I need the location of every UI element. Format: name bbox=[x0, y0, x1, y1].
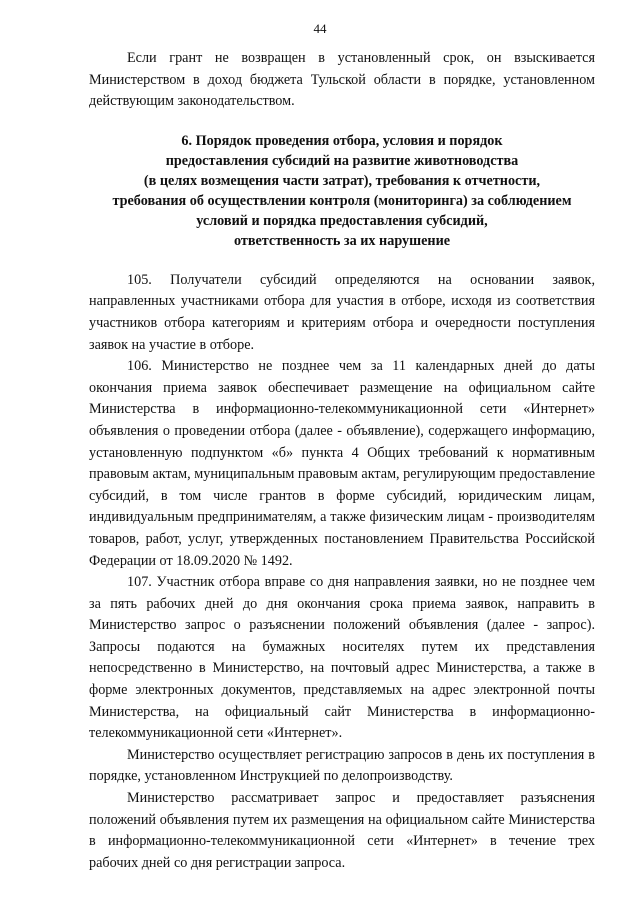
intro-paragraph: Если грант не возвращен в установленный срок, он взыскивается Министерством в доход бюджета Тульской области в порядке, установленном действующим законодательством. bbox=[89, 50, 595, 110]
paragraph-registration: Министерство осуществляет регистрацию запросов в день их поступления в порядке, установленном Инструкцией по делопроизводству. bbox=[89, 746, 595, 785]
section-heading-line: (в целях возмещения части затрат), требования к отчетности, bbox=[143, 172, 541, 189]
paragraph-107: 107. Участник отбора вправе со дня направления заявки, но не позднее чем за пять рабочих дней до дня окончания срока приема заявок, направить в Министерство запрос о разъяснении положений объявления (далее - запрос). Запросы подаются на бумажных носителях путем их представления непосредственно в Министерство, на почтовый адрес Министерства, а также в форме электронных документов, представляемых на адрес электронной почты Министерства, на официальный сайт Министерства в информационно-телекоммуникационной сети «Интернет». bbox=[89, 574, 595, 742]
section-heading-line: условий и порядка предоставления субсидий, bbox=[196, 212, 488, 229]
section-heading bbox=[89, 131, 595, 251]
section-heading-line: ответственность за их нарушение bbox=[233, 232, 451, 249]
document-body bbox=[89, 48, 595, 874]
page-number: 44 bbox=[313, 21, 327, 36]
section-heading-line: 6. Порядок проведения отбора, условия и порядок bbox=[181, 132, 503, 149]
paragraph-105: 105. Получатели субсидий определяются на основании заявок, направленных участниками отбора для участия в отборе, исходя из соответствия участников отбора категориям и критериям отбора и очередности поступления заявок на участие в отборе. bbox=[89, 271, 595, 353]
paragraph-106: 106. Министерство не позднее чем за 11 календарных дней до даты окончания приема заявок обеспечивает размещение на официальном сайте Министерства в информационно-телекоммуникационной сети «Интернет» объявления о проведении отбора (далее - объявление), содержащего информацию, установленную подпунктом «б» пункта 4 Общих требований к нормативным правовым актам, муниципальным правовым актам, регулирующим предоставление субсидий, в том числе грантов в форме субсидий, юридическим лицам, индивидуальным предпринимателям, а также физическим лицам - производителям товаров, работ, услуг, утвержденных постановлением Правительства Российской Федерации от 18.09.2020 № 1492. bbox=[89, 358, 595, 569]
section-heading-line: предоставления субсидий на развитие животноводства bbox=[165, 152, 519, 169]
paragraph-clarification: Министерство рассматривает запрос и предоставляет разъяснения положений объявления путем их размещения на официальном сайте Министерства в информационно-телекоммуникационной сети «Интернет» в течение трех рабочих дней со дня регистрации запроса. bbox=[89, 790, 595, 871]
section-heading-line: требования об осуществлении контроля (мониторинга) за соблюдением bbox=[112, 192, 572, 209]
